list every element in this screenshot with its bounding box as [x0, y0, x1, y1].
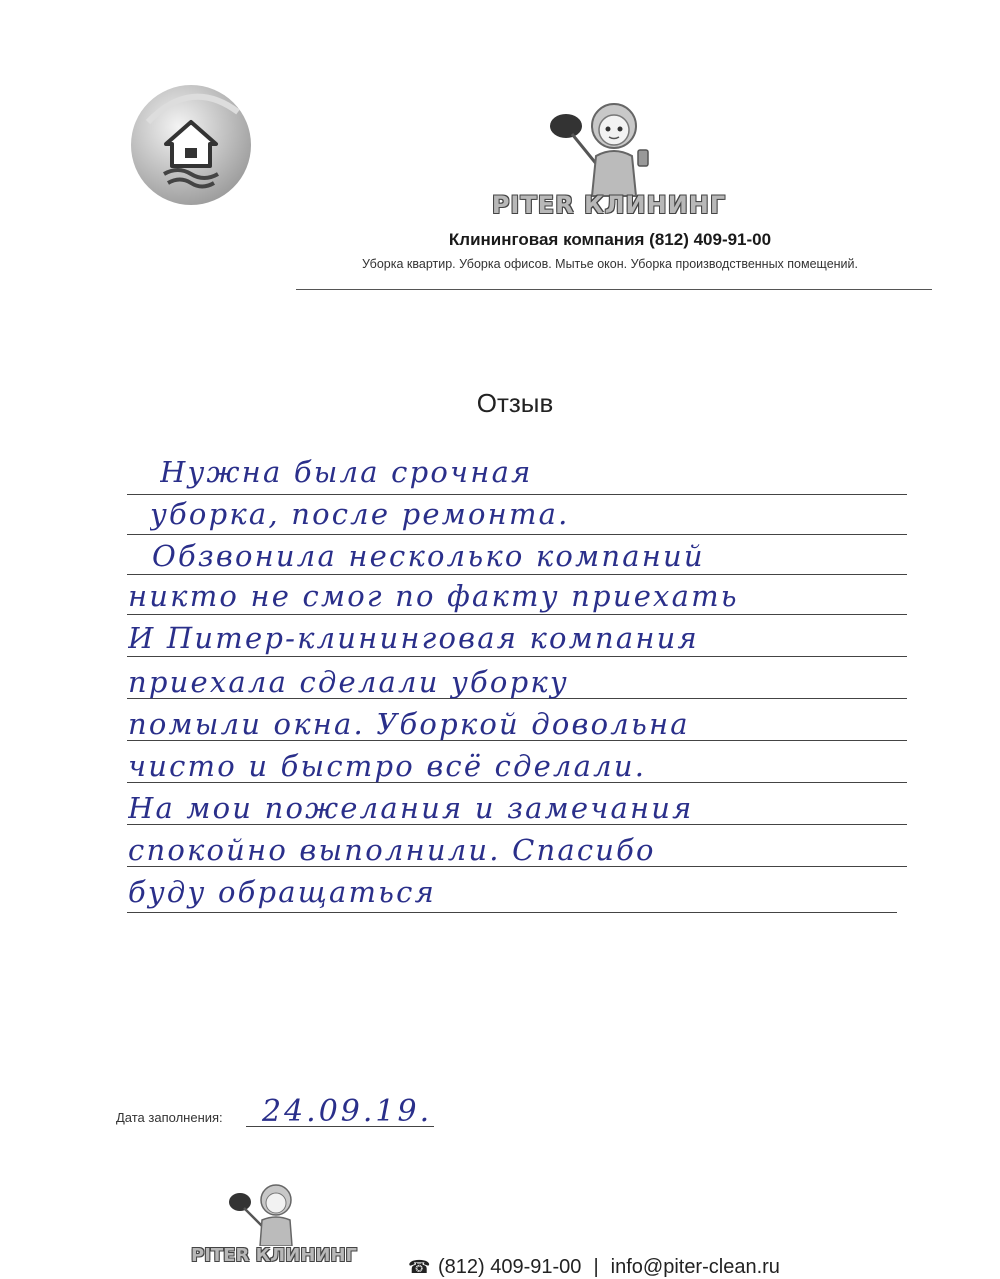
footer-contacts	[408, 1256, 780, 1279]
cleaning-girl-mascot	[548, 96, 658, 198]
cleaning-girl-mascot	[228, 1180, 308, 1246]
ruled-line	[127, 912, 897, 913]
brand-logo-text: PITER КЛИНИНГ	[491, 191, 727, 219]
footer-email: info@piter-clean.ru	[610, 1256, 780, 1278]
header-divider	[296, 289, 932, 290]
review-line: Нужна была срочная	[160, 455, 533, 489]
review-line: На мои пожелания и замечания	[128, 791, 694, 825]
review-line: уборка, после ремонта.	[150, 497, 570, 531]
services-line: Уборка квартир. Уборка офисов. Мытье окон. Уборка производственных помещений.	[362, 257, 858, 271]
date-value: 24.09.19.	[262, 1094, 433, 1129]
review-line: никто не смог по факту приехать	[128, 579, 739, 613]
review-line: буду обращаться	[128, 875, 437, 909]
review-line: помыли окна. Уборкой довольна	[128, 707, 690, 741]
house-waves-logo	[128, 82, 254, 208]
review-line: чисто и быстро всё сделали.	[128, 749, 647, 783]
review-line: Обзвонила несколько компаний	[152, 539, 705, 573]
date-label: Дата заполнения:	[116, 1110, 223, 1125]
review-line: И Питер-клининговая компания	[128, 621, 699, 655]
ruled-line	[127, 534, 907, 535]
document-title: Отзыв	[476, 388, 554, 418]
footer-brand-logo-text: PITER КЛИНИНГ	[191, 1245, 357, 1266]
footer-separator: |	[593, 1256, 599, 1278]
footer-phone: (812) 409-91-00	[438, 1256, 582, 1278]
company-phone-line: Клининговая компания (812) 409-91-00	[448, 230, 772, 249]
review-line: спокойно выполнили. Спасибо	[128, 833, 656, 867]
phone-icon: ☎	[408, 1257, 431, 1277]
review-line: приехала сделали уборку	[128, 665, 569, 699]
